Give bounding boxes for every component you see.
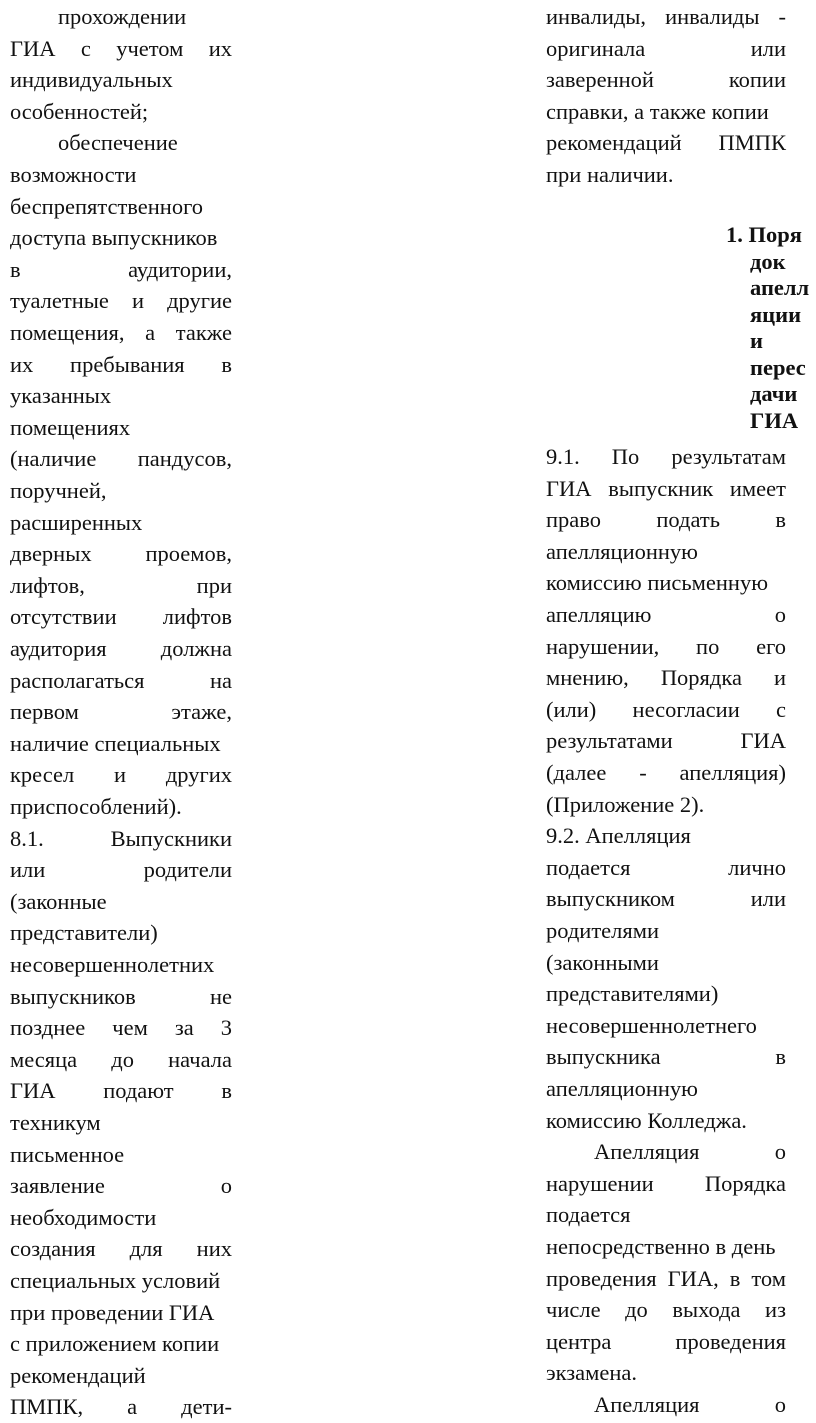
text-line: (наличие пандусов, [10, 446, 232, 472]
text-line: создания для них [10, 1236, 232, 1262]
text-line: расширенных [10, 509, 143, 535]
text-line: 9.1. По результатам [546, 444, 786, 469]
text-line: центра проведения [546, 1328, 786, 1354]
text-line: родителями [546, 918, 660, 943]
text-line: заверенной копии [546, 67, 786, 93]
text-line: располагаться на [10, 667, 232, 693]
text-line: ПМПК, а дети- [10, 1394, 232, 1420]
text-line: 8.1. Выпускники [10, 825, 232, 851]
text-line: помещениях [10, 414, 131, 440]
text-line: Апелляция о [594, 1139, 786, 1165]
text-line: необходимости [10, 1204, 157, 1230]
text-line: или родители [10, 857, 232, 883]
text-line: возможности [10, 162, 137, 187]
text-line: непосредственно в день [546, 1234, 776, 1259]
heading-line: ГИА [750, 407, 799, 433]
text-line: поручней, [10, 478, 107, 503]
text-line: ГИА с учетом их [10, 35, 232, 61]
text-line: экзамена. [546, 1360, 638, 1386]
heading-line: док [750, 248, 786, 274]
text-line: выпускником или [546, 886, 786, 912]
text-line: несовершеннолетних [10, 952, 215, 977]
text-line: апелляционную [546, 1076, 698, 1101]
text-line: позднее чем за 3 [10, 1015, 232, 1041]
text-line: апелляционную [546, 538, 698, 564]
text-line: лифтов, при [10, 572, 232, 598]
text-line: 9.2. Апелляция [546, 823, 691, 849]
text-line: выпускников не [10, 983, 232, 1009]
text-line: отсутствии лифтов [10, 604, 232, 630]
text-line: специальных условий [10, 1268, 221, 1293]
text-line: подается [546, 1202, 631, 1228]
text-line: числе до выхода из [546, 1297, 786, 1323]
heading-line: и [750, 328, 763, 353]
text-line: (далее - апелляция) [546, 760, 786, 785]
text-line: рекомендаций ПМПК [546, 130, 786, 156]
text-line: (законные [10, 888, 107, 914]
text-line: аудитория должна [10, 636, 232, 661]
text-line: несовершеннолетнего [546, 1012, 757, 1038]
text-line: оригинала или [546, 35, 786, 61]
text-line: при проведении ГИА [10, 1299, 215, 1325]
text-line: первом этаже, [10, 699, 232, 725]
text-line: Апелляция о [594, 1392, 786, 1417]
text-line: представителями) [546, 981, 719, 1007]
heading-line: яции [750, 301, 802, 327]
text-line: в аудитории, [10, 256, 232, 282]
text-line: подается лично [546, 854, 786, 880]
text-line: туалетные и другие [10, 288, 232, 314]
text-line: кресел и других [10, 762, 232, 788]
text-line: обеспечение [58, 130, 178, 156]
text-line: ГИА выпускник имеет [546, 475, 786, 501]
text-line: мнению, Порядка и [546, 665, 786, 691]
text-line: указанных [10, 383, 112, 409]
text-line: индивидуальных [10, 67, 173, 93]
heading-line: дачи [750, 381, 798, 406]
text-line: доступа выпускников [10, 225, 218, 251]
text-line: ГИА подают в [10, 1078, 232, 1104]
text-line: представители) [10, 920, 158, 946]
text-line: особенностей; [10, 98, 149, 124]
text-line: нарушении, по его [546, 633, 786, 659]
text-line: справки, а также копии [546, 98, 769, 124]
text-line: прохождении [58, 4, 187, 29]
text-line: (Приложение 2). [546, 791, 705, 817]
text-line: месяца до начала [10, 1046, 232, 1072]
text-line: с приложением копии [10, 1331, 220, 1357]
heading-line: апелл [750, 275, 810, 300]
text-line: письменное [10, 1141, 125, 1167]
text-line: техникум [10, 1110, 101, 1135]
text-line: помещения, а также [10, 320, 232, 345]
text-line: комиссию Колледжа. [546, 1107, 747, 1133]
text-line: право подать в [546, 507, 786, 533]
heading-line: 1. Поря [726, 222, 802, 247]
text-line: при наличии. [546, 162, 674, 187]
text-line: проведения ГИА, в том [546, 1265, 786, 1291]
text-line: наличие специальных [10, 730, 221, 756]
text-line: выпускника в [546, 1044, 786, 1070]
text-line: рекомендаций [10, 1362, 146, 1388]
text-line: результатами ГИА [546, 728, 786, 754]
text-line: апелляцию о [546, 602, 786, 627]
text-line: (или) несогласии с [546, 696, 786, 722]
text-line: комиссию письменную [546, 570, 769, 596]
text-line: дверных проемов, [10, 541, 232, 567]
text-line: нарушении Порядка [546, 1170, 786, 1196]
text-line: заявление о [10, 1173, 232, 1199]
text-line: их пребывания в [10, 351, 232, 377]
text-line: (законными [546, 949, 659, 975]
text-line: беспрепятственного [10, 193, 204, 219]
heading-line: перес [750, 354, 806, 380]
text-line: приспособлений). [10, 794, 182, 819]
text-line: инвалиды, инвалиды - [546, 4, 786, 29]
